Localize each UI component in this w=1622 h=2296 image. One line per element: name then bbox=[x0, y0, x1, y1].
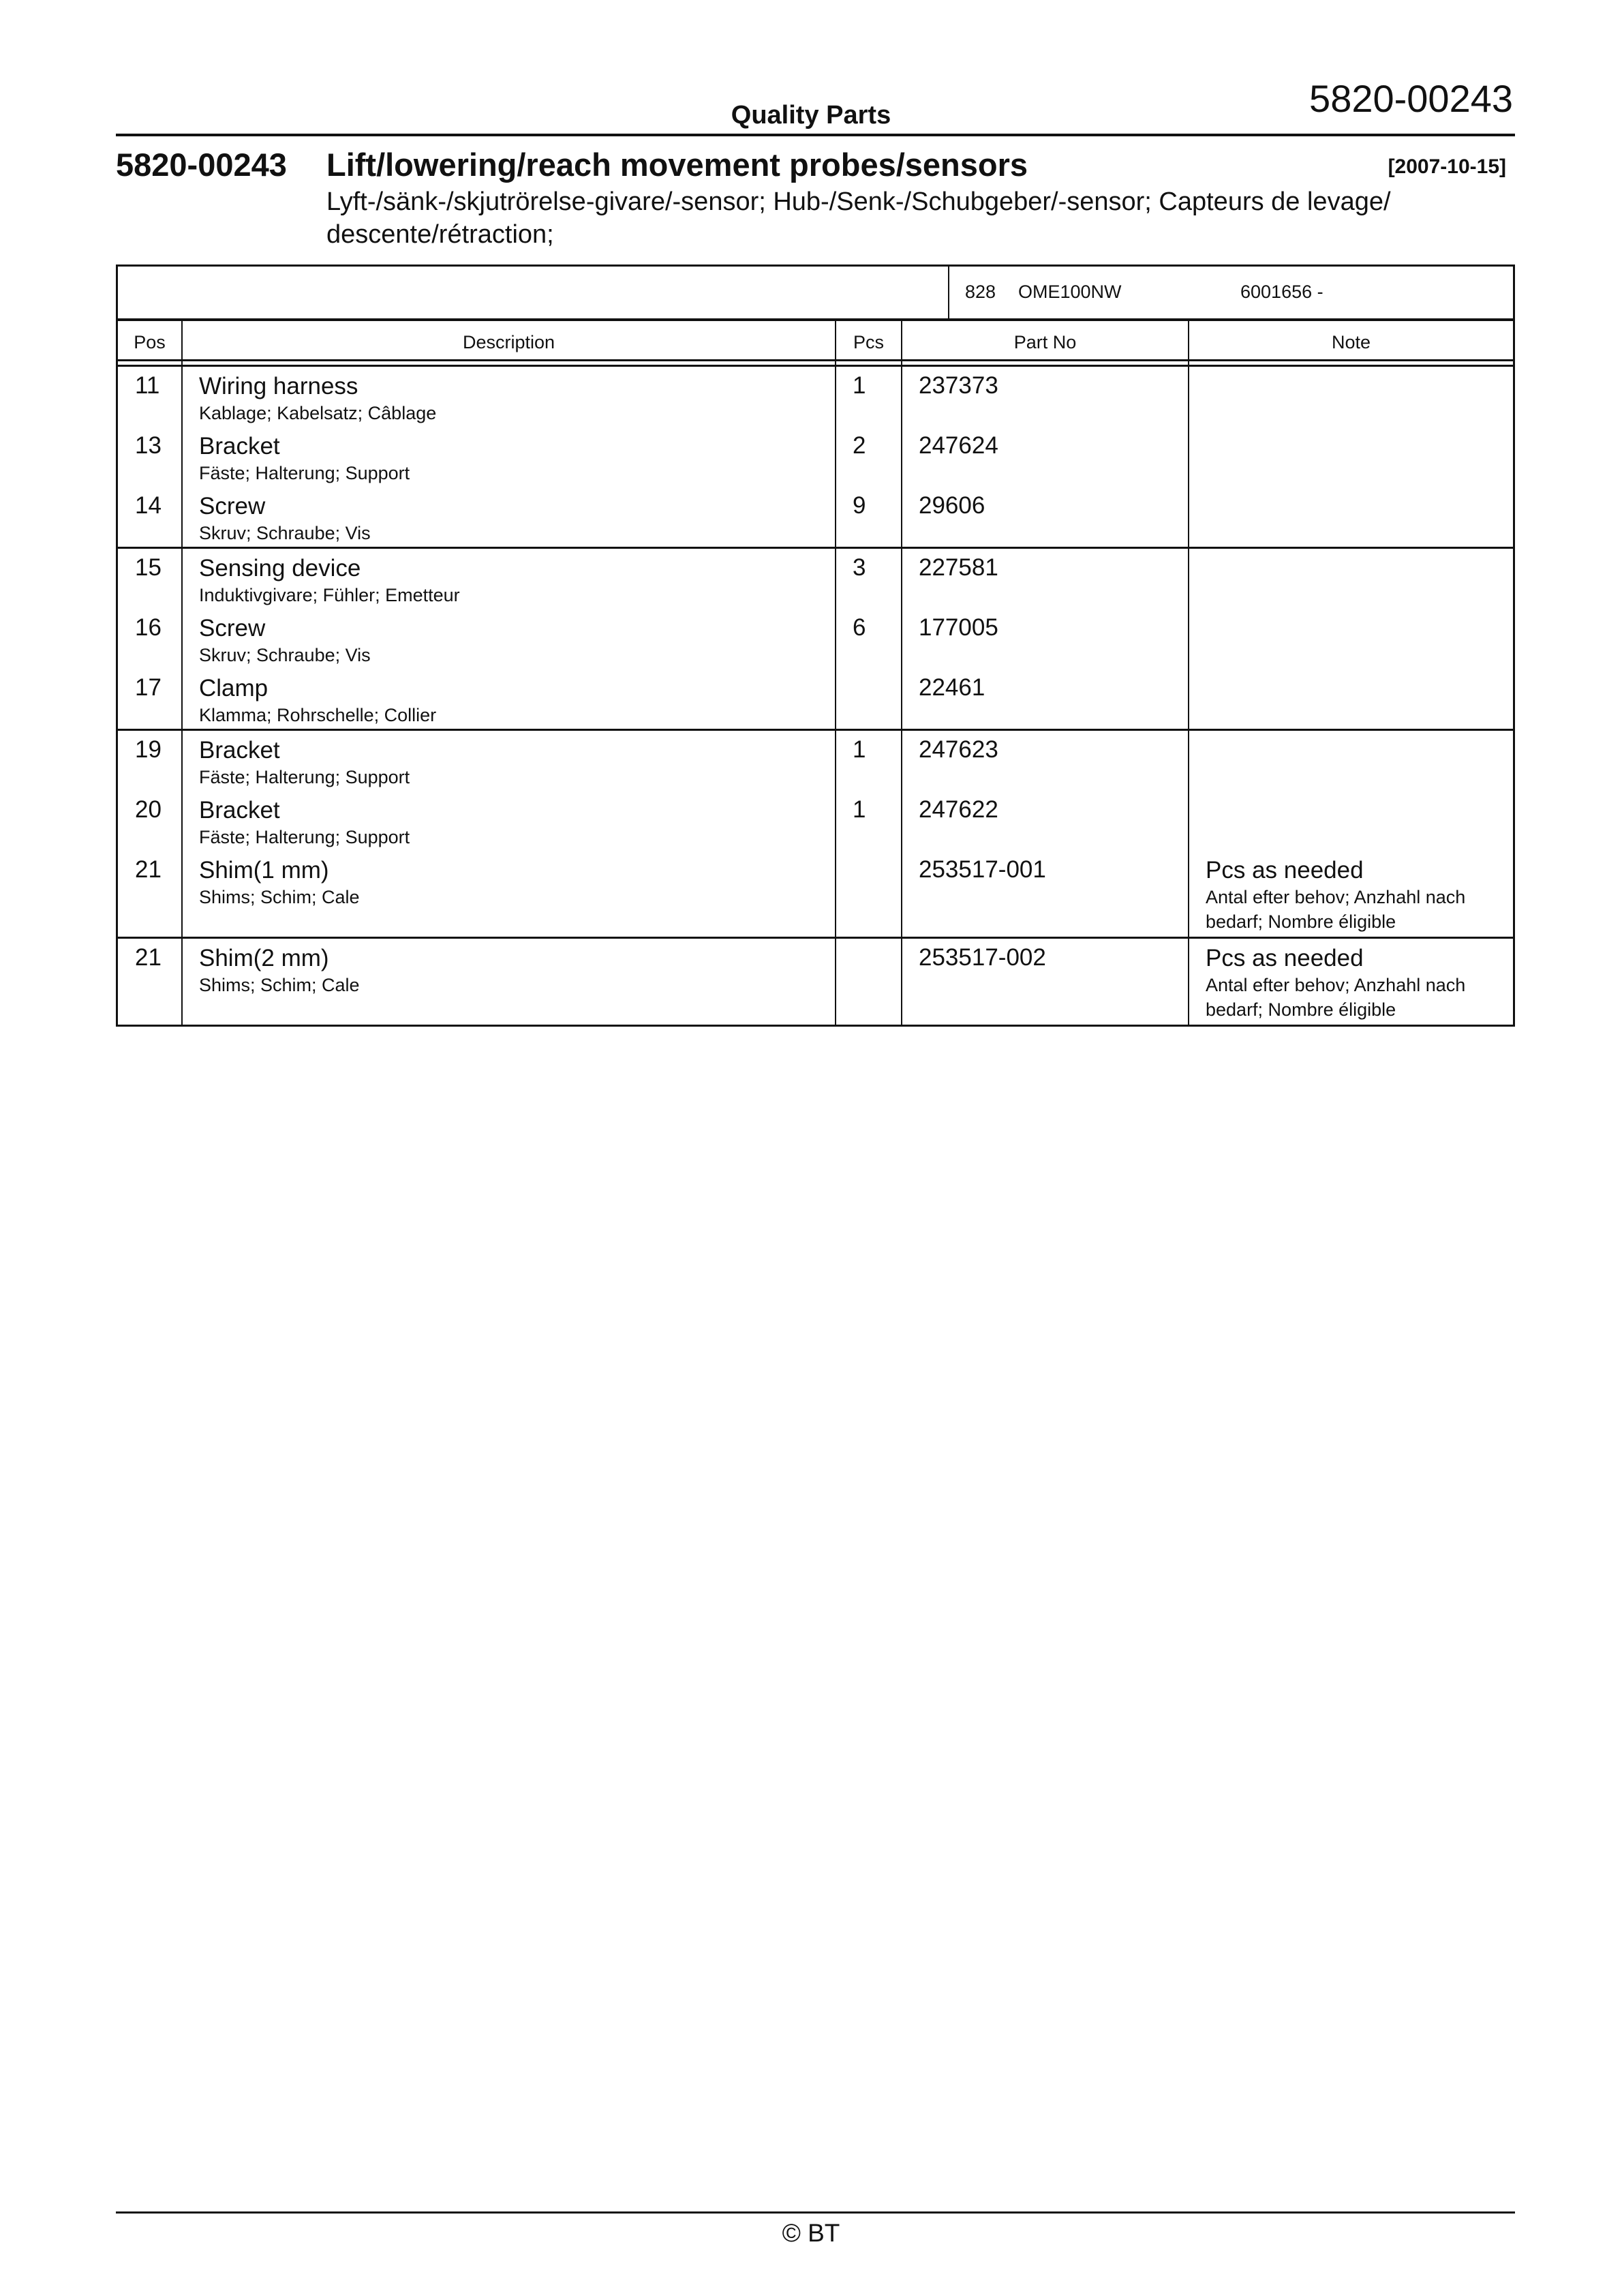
column-header-note: Note bbox=[1331, 332, 1371, 352]
item-name: Shim(2 mm) bbox=[199, 945, 329, 971]
document-number: 5820-00243 bbox=[1309, 77, 1513, 120]
item-pcs: 6 bbox=[853, 614, 866, 641]
item-translations: Fäste; Halterung; Support bbox=[199, 463, 410, 483]
item-translations: Induktivgivare; Fühler; Emetteur bbox=[199, 585, 460, 605]
model-row bbox=[118, 267, 1513, 321]
note-translations: Antal efter behov; Anzhahl nach bedarf; Nombre éligible bbox=[1206, 887, 1466, 932]
item-note bbox=[1189, 609, 1513, 669]
item-note bbox=[1189, 851, 1513, 937]
description-column bbox=[183, 939, 836, 1025]
note-column bbox=[1189, 731, 1513, 937]
item-pos: 17 bbox=[135, 674, 162, 701]
item-name: Screw bbox=[199, 493, 266, 519]
item-translations: Skruv; Schraube; Vis bbox=[199, 645, 371, 665]
item-pos: 13 bbox=[135, 432, 162, 459]
item-note bbox=[1189, 731, 1513, 791]
item-description bbox=[183, 939, 835, 1025]
column-header-pos: Pos bbox=[118, 321, 183, 359]
pos-column bbox=[118, 367, 183, 547]
pcs-column bbox=[836, 367, 902, 547]
rule-segment bbox=[118, 361, 183, 365]
item-name: Clamp bbox=[199, 675, 269, 701]
note-column bbox=[1189, 939, 1513, 1025]
item-pos: 11 bbox=[135, 372, 160, 399]
column-header-part-no: Part No bbox=[902, 321, 1189, 359]
item-pcs: 3 bbox=[853, 554, 866, 581]
footer-divider bbox=[116, 2211, 1515, 2214]
item-pos: 19 bbox=[135, 736, 162, 763]
table-header bbox=[118, 321, 1513, 361]
note-column bbox=[1189, 367, 1513, 547]
item-note bbox=[1189, 939, 1513, 1025]
item-translations: Fäste; Halterung; Support bbox=[199, 767, 410, 787]
item-translations: Klamma; Rohrschelle; Collier bbox=[199, 705, 437, 725]
item-name: Shim(1 mm) bbox=[199, 857, 329, 883]
item-description bbox=[183, 609, 835, 669]
description-column bbox=[183, 367, 836, 547]
item-pcs: 1 bbox=[853, 796, 866, 823]
item-name: Bracket bbox=[199, 433, 280, 459]
pcs-column bbox=[836, 549, 902, 729]
item-pcs: 9 bbox=[853, 492, 866, 519]
parts-table bbox=[116, 265, 1515, 1027]
model-divider bbox=[948, 267, 949, 318]
item-part-no: 247623 bbox=[919, 736, 998, 763]
pos-column bbox=[118, 731, 183, 937]
description-column bbox=[183, 549, 836, 729]
item-translations: Skruv; Schraube; Vis bbox=[199, 523, 371, 543]
title-code: 5820-00243 bbox=[116, 147, 287, 183]
rule-segment bbox=[183, 361, 836, 365]
item-pcs: 1 bbox=[853, 372, 866, 399]
item-translations: Shims; Schim; Cale bbox=[199, 887, 360, 907]
note-column bbox=[1189, 549, 1513, 729]
item-description bbox=[183, 791, 835, 851]
part-no-column bbox=[902, 939, 1189, 1025]
part-no-column bbox=[902, 549, 1189, 729]
item-part-no: 237373 bbox=[919, 372, 998, 399]
item-pcs: 2 bbox=[853, 432, 866, 459]
column-header-description: Description bbox=[183, 321, 836, 359]
page-title: Lift/lowering/reach movement probes/sensors bbox=[326, 147, 1028, 183]
column-header-pcs: Pcs bbox=[836, 321, 902, 359]
part-no-column bbox=[902, 367, 1189, 547]
header-double-rule bbox=[118, 361, 1513, 367]
item-pos: 21 bbox=[135, 856, 162, 883]
description-column bbox=[183, 731, 836, 937]
item-part-no: 253517-001 bbox=[919, 856, 1046, 883]
item-note bbox=[1189, 427, 1513, 487]
item-name: Bracket bbox=[199, 797, 280, 824]
item-name: Sensing device bbox=[199, 555, 361, 581]
item-name: Screw bbox=[199, 615, 266, 641]
pcs-column bbox=[836, 939, 902, 1025]
item-translations: Shims; Schim; Cale bbox=[199, 975, 360, 995]
item-description bbox=[183, 367, 835, 427]
item-part-no: 253517-002 bbox=[919, 944, 1046, 971]
item-pos: 16 bbox=[135, 614, 162, 641]
header-divider bbox=[116, 134, 1515, 136]
item-description bbox=[183, 427, 835, 487]
rule-segment bbox=[1189, 361, 1513, 365]
item-description bbox=[183, 851, 835, 937]
item-part-no: 227581 bbox=[919, 554, 998, 581]
rule-segment bbox=[836, 361, 902, 365]
copyright: © BT bbox=[782, 2219, 840, 2247]
item-part-no: 177005 bbox=[919, 614, 998, 641]
parts-group bbox=[118, 367, 1513, 549]
item-note bbox=[1189, 549, 1513, 609]
item-pcs bbox=[836, 851, 901, 937]
parts-group bbox=[118, 939, 1513, 1025]
item-pos: 14 bbox=[135, 492, 162, 519]
item-pcs bbox=[836, 669, 901, 729]
pos-column bbox=[118, 939, 183, 1025]
title-date: [2007-10-15] bbox=[1388, 155, 1506, 178]
section-heading: Quality Parts bbox=[731, 101, 891, 130]
item-pcs: 1 bbox=[853, 736, 866, 763]
item-note bbox=[1189, 791, 1513, 851]
model-code: 828 bbox=[965, 282, 996, 302]
item-pcs bbox=[836, 939, 901, 1025]
item-pos: 21 bbox=[135, 944, 162, 971]
model-name: OME100NW bbox=[1018, 282, 1122, 302]
item-note bbox=[1189, 669, 1513, 729]
model-serial: 6001656 - bbox=[1240, 282, 1323, 302]
item-part-no: 247624 bbox=[919, 432, 998, 459]
item-description bbox=[183, 731, 835, 791]
item-note bbox=[1189, 487, 1513, 547]
parts-group bbox=[118, 731, 1513, 939]
parts-groups bbox=[118, 367, 1513, 1025]
title-translations: Lyft-/sänk-/skjutrörelse-givare/-sensor; Hub-/Senk-/Schubgeber/-sensor; Capteurs de levage/ descente/rétraction; bbox=[326, 187, 1391, 249]
note-text: Pcs as needed bbox=[1206, 857, 1364, 883]
pcs-column bbox=[836, 731, 902, 937]
item-description bbox=[183, 549, 835, 609]
item-translations: Kablage; Kabelsatz; Câblage bbox=[199, 403, 437, 423]
item-translations: Fäste; Halterung; Support bbox=[199, 827, 410, 847]
pos-column bbox=[118, 549, 183, 729]
rule-segment bbox=[902, 361, 1189, 365]
item-pos: 15 bbox=[135, 554, 162, 581]
item-part-no: 22461 bbox=[919, 674, 985, 701]
note-text: Pcs as needed bbox=[1206, 945, 1364, 971]
item-name: Bracket bbox=[199, 737, 280, 764]
item-description bbox=[183, 487, 835, 547]
item-part-no: 247622 bbox=[919, 796, 998, 823]
item-part-no: 29606 bbox=[919, 492, 985, 519]
item-note bbox=[1189, 367, 1513, 427]
item-name: Wiring harness bbox=[199, 373, 358, 399]
note-translations: Antal efter behov; Anzhahl nach bedarf; Nombre éligible bbox=[1206, 975, 1466, 1020]
item-description bbox=[183, 669, 835, 729]
part-no-column bbox=[902, 731, 1189, 937]
parts-group bbox=[118, 549, 1513, 731]
item-pos: 20 bbox=[135, 796, 162, 823]
